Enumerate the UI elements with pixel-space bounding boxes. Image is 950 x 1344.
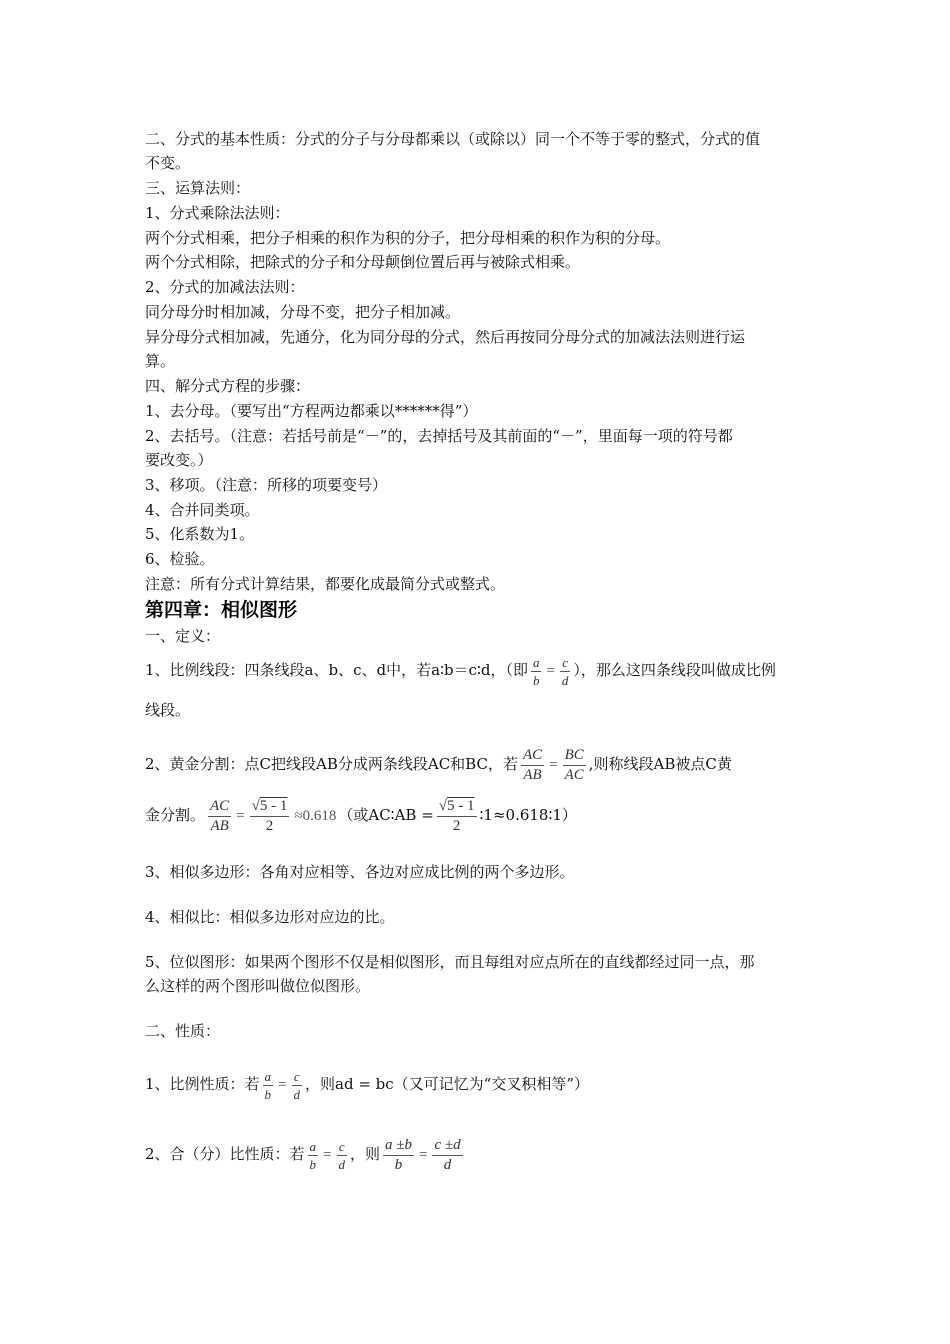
section-heading: 四、解分式方程的步骤： bbox=[145, 377, 311, 395]
step-item: 5、化系数为1。 bbox=[145, 525, 255, 543]
step-item: 1、去分母。（要写出“方程两边都乘以******得”） bbox=[145, 402, 478, 420]
def1-text-post: ），那么这四条线段叫做成比例 bbox=[573, 661, 776, 679]
text-line: 两个分式相乘，把分子相乘的积作为积的分子，把分母相乘的积作为积的分母。 bbox=[145, 229, 671, 247]
subsection-heading: 2、分式的加减法法则： bbox=[145, 278, 305, 296]
chapter-title: 第四章：相似图形 bbox=[145, 599, 298, 621]
text-line: 两个分式相除，把除式的分子和分母颠倒位置后再与被除式相乘。 bbox=[145, 253, 581, 271]
section-heading: 一、定义： bbox=[145, 627, 221, 645]
def2-ratio-pre: （或AC∶AB = bbox=[338, 806, 434, 824]
fraction-bc-over-ac: $\frac{BC}{AC}$ bbox=[564, 746, 584, 783]
def1-text-pre: 1、比例线段：四条线段a、b、c、d中，若a∶b＝c∶d，（即 bbox=[145, 661, 528, 679]
text-line: 不变。 bbox=[145, 154, 191, 172]
prop2-text-pre: 2、合（分）比性质：若 bbox=[145, 1145, 305, 1163]
subsection-heading: 1、分式乘除法法则： bbox=[145, 204, 290, 222]
section-heading: 三、运算法则： bbox=[145, 179, 251, 197]
fraction-c-pm-d-over-d: $\frac{c \pm d}{d}$ bbox=[434, 1136, 461, 1173]
prop2-text-mid: ，则 bbox=[350, 1145, 381, 1163]
text-line: 算。 bbox=[145, 352, 176, 370]
golden-section-formula: 金分割。 $\frac{AC}{AB}$ = $\frac{√5 - 1}{2}$ ≈0.618 （或AC∶AB = $\frac{√5 - 1}{2}$ ∶1≈0.618∶1） bbox=[145, 797, 577, 834]
fraction-sqrt5-minus1-over-2: $\frac{√5 - 1}{2}$ bbox=[438, 797, 475, 834]
fraction-a-over-b: $\frac{a}{b}$ bbox=[532, 654, 540, 688]
text-line: 异分母分式相加减，先通分，化为同分母的分式，然后再按同分母分式的加减法法则进行运 bbox=[145, 328, 746, 346]
note-line: 注意：所有分式计算结果，都要化成最简分式或整式。 bbox=[145, 575, 506, 593]
fraction-a-over-b: $\frac{a}{b}$ bbox=[264, 1068, 272, 1102]
step-item: 2、去括号。（注意：若括号前是“－”的，去掉括号及其前面的“－”，里面每一项的符号都 bbox=[145, 427, 733, 445]
definition-proportional-segments: 1、比例线段：四条线段a、b、c、d中，若a∶b＝c∶d，（即 $\frac{a}{b}$ = $\frac{c}{d}$ ），那么这四条线段叫做成比例 bbox=[145, 654, 776, 688]
text-line: 线段。 bbox=[145, 701, 191, 719]
fraction-c-over-d: $\frac{c}{d}$ bbox=[561, 654, 569, 688]
text-line: 么这样的两个图形叫做位似图形。 bbox=[145, 977, 371, 995]
def2-ratio-post: ∶1≈0.618∶1） bbox=[479, 806, 577, 824]
definition-similar-polygons: 3、相似多边形：各角对应相等、各边对应成比例的两个多边形。 bbox=[145, 863, 575, 881]
approx-value: ≈0.618 bbox=[294, 808, 337, 824]
text-line: 要改变。） bbox=[145, 451, 213, 469]
fraction-sqrt5-minus1-over-2: $\frac{√5 - 1}{2}$ bbox=[251, 797, 288, 834]
prop1-text-pre: 1、比例性质：若 bbox=[145, 1075, 260, 1093]
fraction-ac-over-ab: $\frac{AC}{AB}$ bbox=[522, 746, 543, 783]
definition-homothetic-figures: 5、位似图形：如果两个图形不仅是相似图形，而且每组对应点所在的直线都经过同一点，那 bbox=[145, 953, 755, 971]
fraction-ac-over-ab: $\frac{AC}{AB}$ bbox=[210, 797, 230, 834]
fraction-a-pm-b-over-b: $\frac{a \pm b}{b}$ bbox=[385, 1136, 413, 1173]
step-item: 4、合并同类项。 bbox=[145, 501, 260, 519]
def2-text-post: ,则称线段AB被点C黄 bbox=[588, 755, 732, 773]
property-proportion: 1、比例性质：若 $\frac{a}{b}$ = $\frac{c}{d}$ ，则ad = bc（又可记忆为“交叉积相等”） bbox=[145, 1068, 590, 1102]
definition-similarity-ratio: 4、相似比：相似多边形对应边的比。 bbox=[145, 908, 395, 926]
prop1-text-post: ，则ad = bc（又可记忆为“交叉积相等”） bbox=[305, 1075, 590, 1093]
def2-text-pre: 2、黄金分割：点C把线段AB分成两条线段AC和BC，若 bbox=[145, 755, 518, 773]
step-item: 6、检验。 bbox=[145, 550, 215, 568]
fraction-c-over-d: $\frac{c}{d}$ bbox=[338, 1138, 346, 1172]
fraction-c-over-d: $\frac{c}{d}$ bbox=[293, 1068, 301, 1102]
property-addition-subtraction-ratio: 2、合（分）比性质：若 $\frac{a}{b}$ = $\frac{c}{d}$ ，则 $\frac{a \pm b}{b}$ = $\frac{c \pm d}{d}$ bbox=[145, 1136, 461, 1173]
text-line: 二、分式的基本性质：分式的分子与分母都乘以（或除以）同一个不等于零的整式，分式的值 bbox=[145, 130, 761, 148]
def2-text-cont: 金分割。 bbox=[145, 806, 206, 824]
fraction-a-over-b: $\frac{a}{b}$ bbox=[309, 1138, 317, 1172]
section-heading: 二、性质： bbox=[145, 1022, 221, 1040]
step-item: 3、移项。（注意：所移的项要变号） bbox=[145, 476, 388, 494]
definition-golden-section: 2、黄金分割：点C把线段AB分成两条线段AC和BC，若 $\frac{AC}{AB}$ = $\frac{BC}{AC}$ ,则称线段AB被点C黄 bbox=[145, 746, 732, 783]
text-line: 同分母分时相加减，分母不变，把分子相加减。 bbox=[145, 303, 461, 321]
